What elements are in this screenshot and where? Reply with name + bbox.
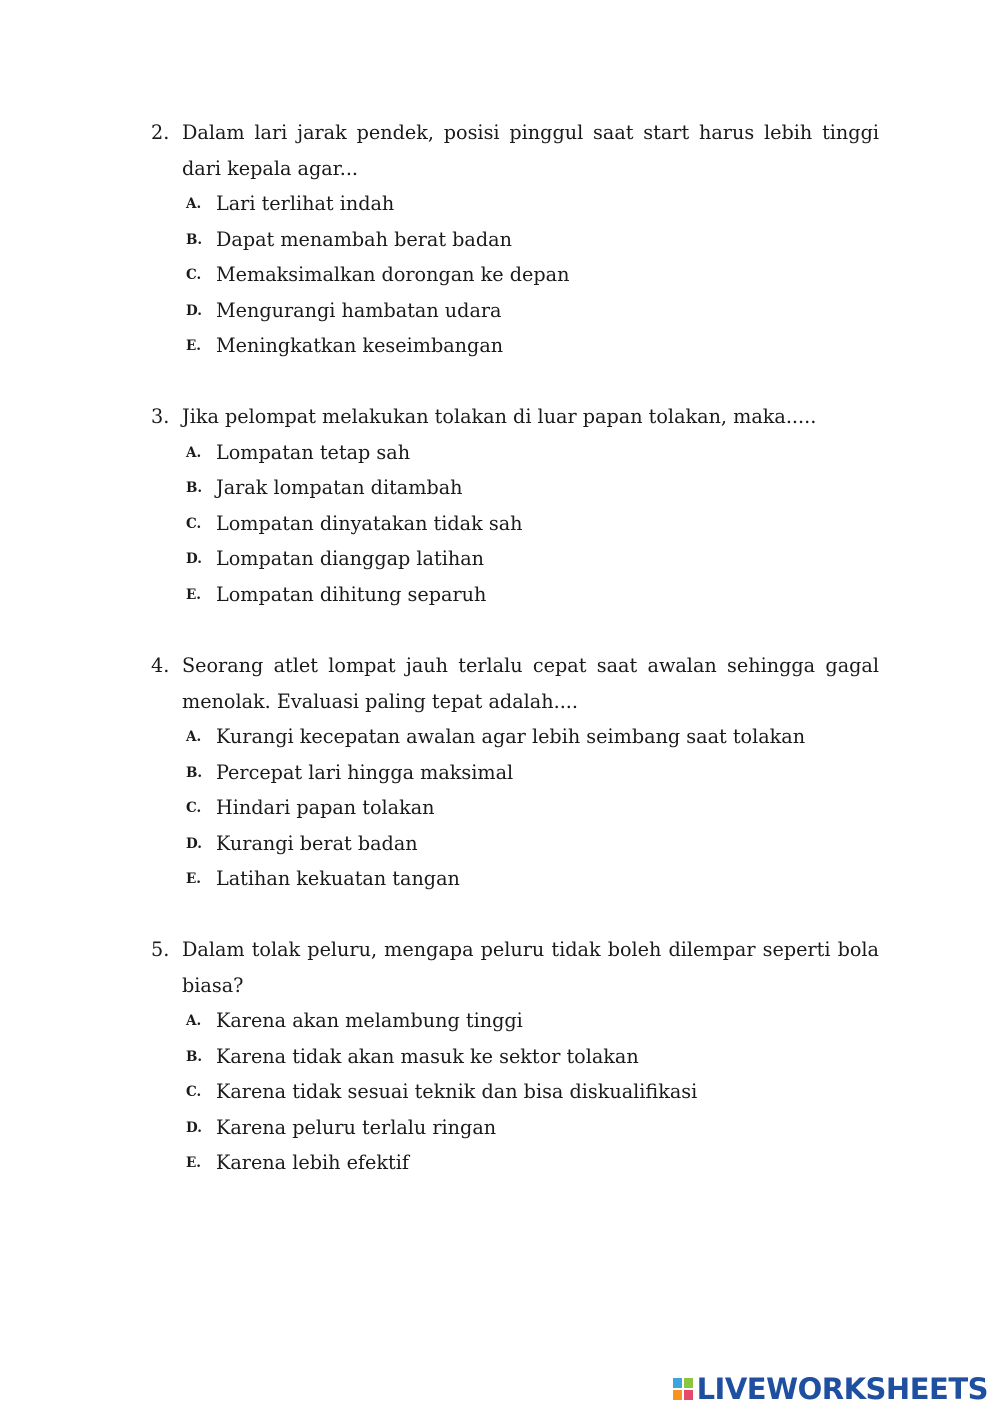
answer-option[interactable]	[151, 861, 879, 897]
answer-option[interactable]	[151, 222, 879, 258]
option-letter: E.	[186, 1155, 201, 1171]
answer-option[interactable]	[151, 1074, 879, 1110]
option-text: Lari terlihat indah	[216, 192, 395, 215]
answer-option[interactable]	[151, 1110, 879, 1146]
option-text: Karena peluru terlalu ringan	[216, 1115, 497, 1139]
option-letter: A.	[186, 196, 202, 212]
question-number: 4.	[151, 654, 170, 677]
option-letter: C.	[186, 515, 202, 532]
question-number: 3.	[151, 405, 170, 428]
option-letter: D.	[186, 835, 202, 852]
option-text: Mengurangi hambatan udara	[216, 298, 502, 322]
option-letter: C.	[186, 1084, 202, 1100]
question-text: Dalam lari jarak pendek, posisi pinggul saat start harus lebih tinggi dari kepala agar...	[182, 121, 879, 180]
answer-option[interactable]	[151, 541, 879, 577]
option-text: Hindari papan tolakan	[216, 796, 435, 819]
option-text: Jarak lompatan ditambah	[216, 476, 463, 499]
option-letter: D.	[186, 302, 202, 319]
option-text: Memaksimalkan dorongan ke depan	[216, 263, 570, 286]
answer-option[interactable]	[151, 186, 879, 222]
option-text: Lompatan tetap sah	[216, 440, 411, 464]
logo-square-icon	[683, 1377, 694, 1389]
question-stem	[151, 648, 879, 719]
option-text: Kurangi kecepatan awalan agar lebih seimbang saat tolakan	[216, 725, 806, 748]
option-letter: B.	[186, 231, 203, 248]
option-text: Lompatan dinyatakan tidak sah	[216, 511, 523, 535]
answer-option[interactable]	[151, 435, 879, 471]
answer-options	[151, 719, 879, 897]
answer-option[interactable]	[151, 826, 879, 862]
answer-option[interactable]	[151, 719, 879, 755]
question-stem	[151, 115, 879, 186]
logo-square-icon	[672, 1389, 683, 1401]
option-text: Karena lebih efektif	[216, 1151, 409, 1174]
answer-option[interactable]	[151, 257, 879, 293]
question-stem	[151, 399, 879, 435]
option-letter: A.	[186, 729, 202, 745]
option-text: Karena tidak akan masuk ke sektor tolakan	[216, 1044, 639, 1068]
option-text: Karena tidak sesuai teknik dan bisa diskualifikasi	[216, 1080, 698, 1103]
answer-option[interactable]	[151, 577, 879, 613]
option-text: Lompatan dianggap latihan	[216, 547, 484, 570]
answer-option[interactable]	[151, 1145, 879, 1181]
option-letter: B.	[186, 764, 203, 781]
question-text: Jika pelompat melakukan tolakan di luar papan tolakan, maka.....	[182, 405, 817, 428]
logo-text: LIVEWORKSHEETS	[696, 1372, 988, 1406]
answer-option[interactable]	[151, 506, 879, 542]
option-letter: E.	[186, 338, 201, 354]
answer-option[interactable]	[151, 328, 879, 364]
option-text: Latihan kekuatan tangan	[216, 867, 460, 890]
question-number: 2.	[151, 121, 170, 144]
question-2	[151, 115, 879, 364]
logo-square-icon	[672, 1377, 683, 1389]
option-text: Lompatan dihitung separuh	[216, 582, 487, 606]
option-letter: C.	[186, 800, 202, 816]
option-letter: A.	[186, 1013, 202, 1029]
question-5	[151, 932, 879, 1181]
liveworksheets-logo-icon	[672, 1377, 694, 1401]
option-text: Karena akan melambung tinggi	[216, 1009, 523, 1032]
option-text: Percepat lari hingga maksimal	[216, 760, 514, 784]
option-text: Kurangi berat badan	[216, 831, 418, 855]
liveworksheets-logo[interactable]	[672, 1374, 988, 1404]
answer-option[interactable]	[151, 755, 879, 791]
option-letter: B.	[186, 480, 203, 496]
question-4	[151, 648, 879, 897]
answer-option[interactable]	[151, 470, 879, 506]
answer-options	[151, 435, 879, 613]
option-letter: E.	[186, 871, 201, 887]
option-letter: B.	[186, 1048, 203, 1065]
question-stem	[151, 932, 879, 1003]
question-number: 5.	[151, 938, 170, 961]
option-letter: E.	[186, 586, 201, 603]
logo-square-icon	[683, 1389, 694, 1401]
answer-option[interactable]	[151, 1039, 879, 1075]
option-text: Dapat menambah berat badan	[216, 227, 512, 251]
answer-options	[151, 186, 879, 364]
option-letter: C.	[186, 267, 202, 283]
option-letter: D.	[186, 551, 202, 567]
answer-option[interactable]	[151, 293, 879, 329]
answer-option[interactable]	[151, 1003, 879, 1039]
question-text: Dalam tolak peluru, mengapa peluru tidak boleh dilempar seperti bola biasa?	[182, 938, 879, 997]
question-3	[151, 399, 879, 612]
option-letter: D.	[186, 1119, 202, 1136]
question-text: Seorang atlet lompat jauh terlalu cepat saat awalan sehingga gagal menolak. Evaluasi paling tepat adalah....	[182, 654, 879, 713]
option-letter: A.	[186, 444, 202, 461]
option-text: Meningkatkan keseimbangan	[216, 334, 504, 357]
answer-option[interactable]	[151, 790, 879, 826]
answer-options	[151, 1003, 879, 1181]
